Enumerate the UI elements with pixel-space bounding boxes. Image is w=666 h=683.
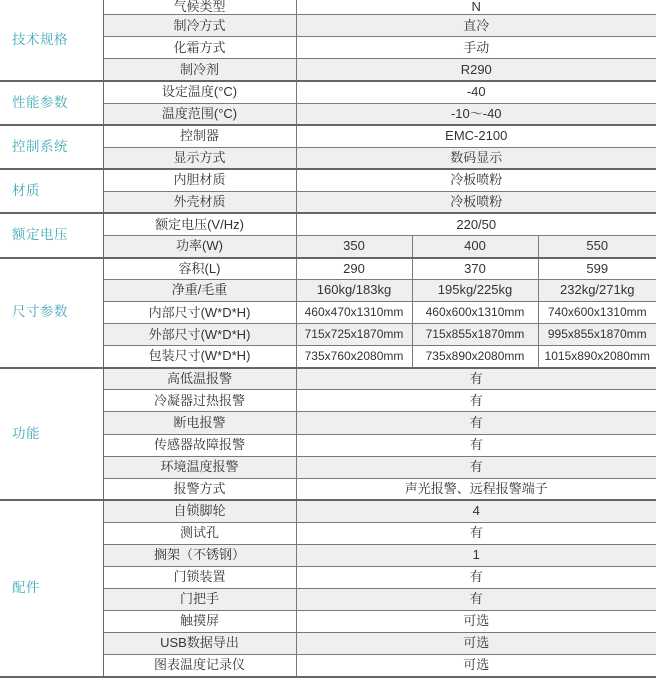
param-cell: 环境温度报警: [103, 456, 296, 478]
value-cell: 声光报警、远程报警端子: [296, 478, 656, 500]
param-cell: 容积(L): [103, 258, 296, 280]
value-cell: 599: [538, 258, 656, 280]
value-cell: 290: [296, 258, 412, 280]
value-cell: 可选: [296, 611, 656, 633]
table-row: [0, 125, 656, 147]
value-cell: 有: [296, 434, 656, 456]
value-cell: 995x855x1870mm: [538, 324, 656, 346]
value-cell: 可选: [296, 633, 656, 655]
param-cell: 功率(W): [103, 235, 296, 257]
value-cell: 550: [538, 235, 656, 257]
value-cell: 460x470x1310mm: [296, 302, 412, 324]
value-cell: 有: [296, 368, 656, 390]
value-cell: 460x600x1310mm: [412, 302, 538, 324]
section-label: 性能参数: [0, 81, 103, 125]
section-label: 材质: [0, 169, 103, 213]
value-cell: 195kg/225kg: [412, 280, 538, 302]
param-cell: 测试孔: [103, 522, 296, 544]
value-cell: 有: [296, 412, 656, 434]
param-cell: 额定电压(V/Hz): [103, 213, 296, 235]
param-cell: 温度范围(°C): [103, 103, 296, 125]
value-cell: 715x855x1870mm: [412, 324, 538, 346]
section-label: 配件: [0, 500, 103, 677]
table-row: [0, 500, 656, 522]
param-cell: 包装尺寸(W*D*H): [103, 346, 296, 368]
value-cell: 735x760x2080mm: [296, 346, 412, 368]
value-cell: 1: [296, 544, 656, 566]
value-cell: 有: [296, 456, 656, 478]
section-label: 技术规格: [0, 0, 103, 81]
section-label: 控制系统: [0, 125, 103, 169]
param-cell: 外部尺寸(W*D*H): [103, 324, 296, 346]
param-cell: 搁架（不锈钢）: [103, 544, 296, 566]
param-cell: 设定温度(°C): [103, 81, 296, 103]
value-cell: 160kg/183kg: [296, 280, 412, 302]
value-cell: 232kg/271kg: [538, 280, 656, 302]
table-row: [0, 81, 656, 103]
param-cell: 制冷剂: [103, 59, 296, 81]
param-cell: 内胆材质: [103, 169, 296, 191]
param-cell: 显示方式: [103, 147, 296, 169]
param-cell: 冷凝器过热报警: [103, 390, 296, 412]
section-label: 额定电压: [0, 213, 103, 257]
value-cell: -40: [296, 81, 656, 103]
value-cell: 有: [296, 566, 656, 588]
value-cell: 735x890x2080mm: [412, 346, 538, 368]
param-cell: 图表温度记录仪: [103, 655, 296, 677]
param-cell: 内部尺寸(W*D*H): [103, 302, 296, 324]
value-cell: 4: [296, 500, 656, 522]
param-cell: 触摸屏: [103, 611, 296, 633]
value-cell: 740x600x1310mm: [538, 302, 656, 324]
param-cell: 净重/毛重: [103, 280, 296, 302]
param-cell: 气候类型: [173, 0, 226, 15]
param-cell: 门把手: [103, 588, 296, 610]
table-row: [0, 169, 656, 191]
param-cell: 断电报警: [103, 412, 296, 434]
param-cell: 制冷方式: [103, 15, 296, 37]
param-cell: 门锁装置: [103, 566, 296, 588]
value-cell: 有: [296, 588, 656, 610]
section-label: 功能: [0, 368, 103, 500]
param-cell: USB数据导出: [103, 633, 296, 655]
value-cell: 数码显示: [296, 147, 656, 169]
value-cell: EMC-2100: [296, 125, 656, 147]
value-cell: 冷板喷粉: [296, 169, 656, 191]
value-cell: R290: [296, 59, 656, 81]
value-cell: 400: [412, 235, 538, 257]
param-cell: 自锁脚轮: [103, 500, 296, 522]
table-row: [0, 368, 656, 390]
value-cell: -10～-40: [296, 103, 656, 125]
param-cell: 控制器: [103, 125, 296, 147]
param-cell: 传感器故障报警: [103, 434, 296, 456]
value-cell: 有: [296, 390, 656, 412]
section-label: 尺寸参数: [0, 258, 103, 368]
value-cell: N: [296, 0, 656, 15]
value-cell: 220/50: [296, 213, 656, 235]
param-cell: 化霜方式: [103, 37, 296, 59]
value-cell: 350: [296, 235, 412, 257]
value-cell: 手动: [296, 37, 656, 59]
value-cell: 715x725x1870mm: [296, 324, 412, 346]
param-cell: 高低温报警: [103, 368, 296, 390]
value-cell: 可选: [296, 655, 656, 677]
table-row: [0, 213, 656, 235]
table-row: [0, 258, 656, 280]
param-cell: 报警方式: [103, 478, 296, 500]
value-cell: 冷板喷粉: [296, 191, 656, 213]
value-cell: 有: [296, 522, 656, 544]
table-row: [0, 0, 656, 15]
value-cell: 370: [412, 258, 538, 280]
param-cell: 外壳材质: [103, 191, 296, 213]
value-cell: 直冷: [296, 15, 656, 37]
value-cell: 1015x890x2080mm: [538, 346, 656, 368]
